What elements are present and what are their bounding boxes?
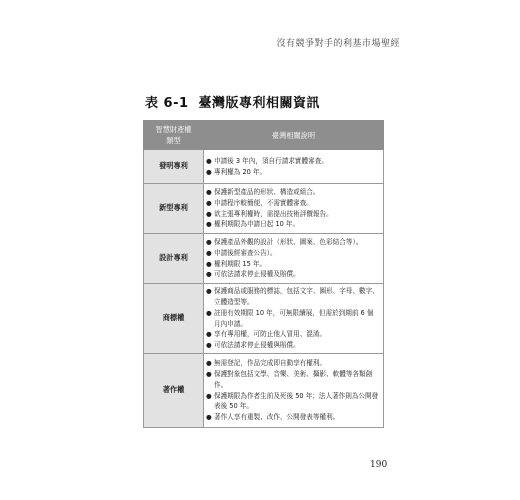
ip-rights-table bbox=[143, 120, 384, 428]
description-cell bbox=[204, 284, 384, 354]
bullet-icon: ● bbox=[206, 308, 212, 317]
bullet-text: 權利期限為申請日起 10 年。 bbox=[214, 220, 300, 229]
bullet-item bbox=[206, 198, 380, 209]
bullet-icon: ● bbox=[206, 341, 212, 350]
description-cell bbox=[204, 184, 384, 234]
table-header-row bbox=[144, 121, 384, 150]
description-cell bbox=[204, 354, 384, 428]
header-taiwan-description: 臺灣相關說明 bbox=[204, 121, 384, 150]
bullet-icon: ● bbox=[206, 413, 212, 422]
ip-type-cell: 著作權 bbox=[144, 354, 204, 428]
bullet-text: 申請後經審查公告）。 bbox=[214, 248, 277, 257]
bullet-item bbox=[206, 369, 380, 391]
bullet-list bbox=[206, 187, 380, 230]
table-row bbox=[144, 150, 384, 184]
table-row bbox=[144, 234, 384, 284]
bullet-icon: ● bbox=[206, 220, 212, 229]
bullet-item bbox=[206, 219, 380, 230]
bullet-icon: ● bbox=[206, 330, 212, 339]
bullet-icon: ● bbox=[206, 187, 212, 196]
bullet-item bbox=[206, 286, 380, 308]
ip-type-cell: 新型專利 bbox=[144, 184, 204, 234]
bullet-item bbox=[206, 237, 380, 248]
bullet-text: 著作人享有重製、改作、公開發表等權利。 bbox=[214, 413, 340, 422]
bullet-text: 保護期限為作者生前及死後 50 年；法人著作則為公開發表後 50 年。 bbox=[214, 391, 379, 411]
bullet-icon: ● bbox=[206, 287, 212, 296]
bullet-item bbox=[206, 329, 380, 340]
bullet-text: 保護對象包括文學、音樂、美術、攝影、軟體等各類創作。 bbox=[214, 369, 373, 389]
table-row bbox=[144, 184, 384, 234]
bullet-text: 註冊有效期限 10 年，可無限續展，但需於到期前 6 個月內申請。 bbox=[214, 308, 374, 328]
bullet-icon: ● bbox=[206, 209, 212, 218]
table-title bbox=[145, 92, 320, 111]
bullet-item bbox=[206, 259, 380, 270]
bullet-icon: ● bbox=[206, 198, 212, 207]
table-number: 表 6-1 bbox=[145, 96, 189, 111]
bullet-text: 可依法請求停止侵權及賠償。 bbox=[214, 270, 300, 279]
ip-type-cell: 發明專利 bbox=[144, 150, 204, 184]
bullet-list bbox=[206, 156, 380, 178]
bullet-icon: ● bbox=[206, 270, 212, 279]
bullet-text: 申請程序較簡便，不需實體審查。 bbox=[214, 198, 313, 207]
bullet-item bbox=[206, 167, 380, 178]
bullet-item bbox=[206, 269, 380, 280]
table-body bbox=[144, 150, 384, 428]
bullet-list bbox=[206, 286, 380, 351]
bullet-icon: ● bbox=[206, 248, 212, 257]
bullet-item bbox=[206, 156, 380, 167]
table-row bbox=[144, 284, 384, 354]
description-cell bbox=[204, 150, 384, 184]
bullet-icon: ● bbox=[206, 391, 212, 400]
bullet-text: 無需登記，作品完成即自動享有權利。 bbox=[214, 359, 327, 368]
bullet-icon: ● bbox=[206, 369, 212, 378]
bullet-list bbox=[206, 358, 380, 423]
table-caption: 臺灣版專利相關資訊 bbox=[198, 96, 321, 111]
description-cell bbox=[204, 234, 384, 284]
bullet-item bbox=[206, 412, 380, 423]
bullet-text: 保護新型產品的形狀、構造或組合。 bbox=[214, 187, 320, 196]
page-number: 190 bbox=[370, 460, 388, 470]
bullet-icon: ● bbox=[206, 167, 212, 176]
bullet-icon: ● bbox=[206, 259, 212, 268]
bullet-item bbox=[206, 340, 380, 351]
table-row bbox=[144, 354, 384, 428]
bullet-item bbox=[206, 308, 380, 330]
bullet-item bbox=[206, 248, 380, 259]
bullet-text: 保護產品外觀的設計（形狀、圖案、色彩結合等）。 bbox=[214, 237, 363, 246]
ip-type-cell: 設計專利 bbox=[144, 234, 204, 284]
bullet-list bbox=[206, 237, 380, 280]
header-ip-type: 智慧財產權 類型 bbox=[144, 121, 204, 150]
bullet-item bbox=[206, 187, 380, 198]
bullet-icon: ● bbox=[206, 237, 212, 246]
bullet-text: 欲主張專利權時，需提出技術評價報告。 bbox=[214, 209, 333, 218]
bullet-text: 申請後 3 年內，須自行請求實體審查。 bbox=[214, 156, 328, 165]
bullet-item bbox=[206, 391, 380, 413]
bullet-text: 專利權為 20 年。 bbox=[214, 167, 267, 176]
bullet-icon: ● bbox=[206, 359, 212, 368]
bullet-text: 權利期限 15 年。 bbox=[214, 259, 267, 268]
bullet-item bbox=[206, 209, 380, 220]
bullet-text: 保護商品或服務的標誌，包括文字、圖形、字母、數字、立體造型等。 bbox=[214, 287, 379, 306]
running-header: 沒有競爭對手的利基市場聖經 bbox=[276, 39, 400, 49]
bullet-text: 享有專用權，可防止他人冒用、混淆。 bbox=[214, 330, 327, 339]
bullet-icon: ● bbox=[206, 156, 212, 165]
bullet-text: 可依法請求停止侵權與賠償。 bbox=[214, 341, 300, 350]
bullet-item bbox=[206, 358, 380, 369]
ip-type-cell: 商標權 bbox=[144, 284, 204, 354]
